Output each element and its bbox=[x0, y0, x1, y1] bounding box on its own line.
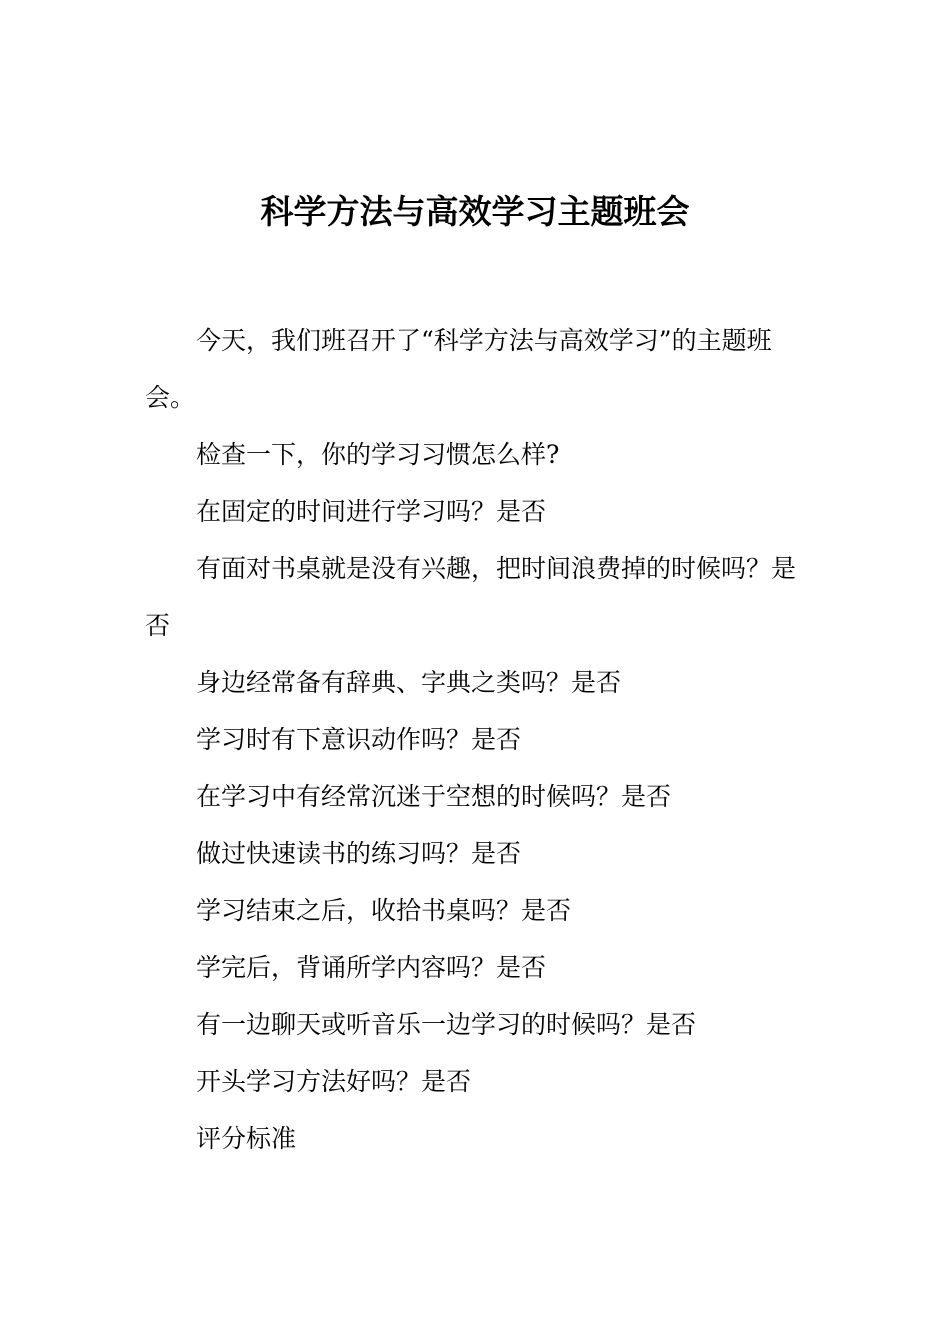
question-dictionary: 身边经常备有辞典、字典之类吗？是否 bbox=[196, 668, 622, 697]
paragraph-intro: 今天，我们班召开了“科学方法与高效学习”的主题班会。 bbox=[145, 326, 772, 412]
question-fixed-time: 在固定的时间进行学习吗？是否 bbox=[196, 497, 547, 526]
question-tidy-desk: 学习结束之后，收拾书桌吗？是否 bbox=[196, 896, 572, 925]
question-subconscious: 学习时有下意识动作吗？是否 bbox=[196, 725, 522, 754]
question-speed-reading: 做过快速读书的练习吗？是否 bbox=[196, 839, 522, 868]
question-recite: 学完后，背诵所学内容吗？是否 bbox=[196, 953, 547, 982]
scoring-criteria-heading: 评分标准 bbox=[196, 1124, 297, 1153]
question-chat-music: 有一边聊天或听音乐一边学习的时候吗？是否 bbox=[196, 1010, 697, 1039]
document-title: 科学方法与高效学习主题班会 bbox=[260, 192, 690, 231]
question-no-interest: 有面对书桌就是没有兴趣，把时间浪费掉的时候吗？是否 bbox=[145, 554, 797, 640]
question-daydream: 在学习中有经常沉迷于空想的时候吗？是否 bbox=[196, 782, 672, 811]
question-method-start: 开头学习方法好吗？是否 bbox=[196, 1067, 472, 1096]
document-body bbox=[145, 312, 815, 1167]
paragraph-check-habits: 检查一下，你的学习习惯怎么样? bbox=[196, 440, 560, 469]
